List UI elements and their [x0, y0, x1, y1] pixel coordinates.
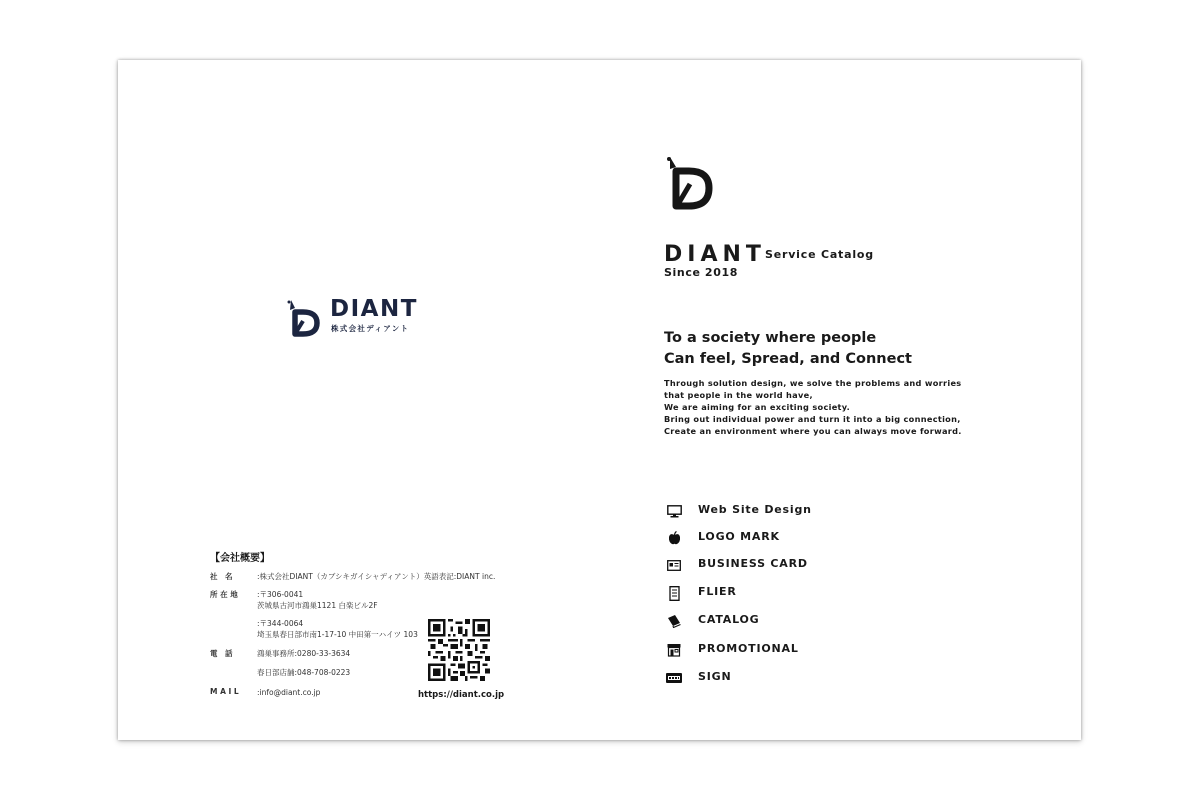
since-year-label: Since 2018: [664, 266, 738, 279]
info-value: [257, 667, 350, 678]
service-item-flier: [666, 584, 737, 602]
service-item-sign: [666, 669, 732, 687]
front-brand-title: DIANT: [664, 242, 766, 267]
apple-icon: [666, 530, 682, 546]
service-label: Web Site Design: [698, 503, 812, 516]
qr-code: [428, 619, 490, 681]
company-info-row: [210, 618, 418, 639]
service-label: PROMOTIONAL: [698, 642, 799, 655]
company-info-row: [210, 687, 321, 697]
info-label: 所 在 地: [210, 590, 238, 599]
info-label: 電 話: [210, 649, 233, 658]
catalog-spread: [118, 60, 1081, 740]
service-catalog-label: Service Catalog: [765, 248, 874, 261]
info-label: M A I L: [210, 687, 239, 696]
info-line: :〒306-0041: [257, 590, 304, 599]
back-logo-kana: 株式会社ディアント: [331, 324, 410, 333]
mission-text-line: We are aiming for an exciting society.: [664, 402, 851, 412]
info-line: :〒344-0064: [257, 619, 304, 628]
service-label: BUSINESS CARD: [698, 557, 808, 570]
info-line: 茨城県古河市鴻巣1121 白楽ビル2F: [257, 601, 378, 610]
service-label: FLIER: [698, 585, 737, 598]
service-item-web-site-design: [666, 502, 812, 520]
info-line: :株式会社DIANT（カブシキガイシャディアント）英語表記:DIANT inc.: [257, 572, 496, 581]
mission-text-line: Create an environment where you can always move forward.: [664, 426, 962, 436]
qr-code-icon: [428, 619, 490, 681]
service-label: SIGN: [698, 670, 732, 683]
info-value: [257, 589, 378, 611]
service-label: LOGO MARK: [698, 530, 780, 543]
mission-text-line: Through solution design, we solve the problems and worries: [664, 378, 962, 388]
storefront-icon: [666, 642, 682, 658]
company-info-row: [210, 648, 351, 659]
service-item-catalog: [666, 612, 760, 630]
service-label: CATALOG: [698, 613, 760, 626]
tagline-line: To a society where people: [664, 330, 877, 346]
info-label: 社 名: [210, 572, 233, 581]
service-item-business-card: [666, 556, 808, 574]
info-value: [257, 571, 495, 582]
company-info-row: [210, 667, 351, 677]
info-line: 埼玉県春日部市南1-17-10 中田第一ハイツ 103: [257, 630, 418, 639]
info-value: [257, 648, 350, 659]
back-logo-wordmark: DIANT: [330, 296, 418, 322]
diant-logo-mark-icon: [665, 155, 723, 213]
qr-url-label: https://diant.co.jp: [418, 690, 505, 700]
monitor-icon: [666, 503, 682, 519]
book-icon: [666, 613, 682, 629]
company-overview-heading: 【会社概要】: [210, 553, 270, 564]
info-line: :info@diant.co.jp: [257, 688, 321, 697]
back-cover-logo: [286, 298, 426, 338]
service-item-promotional: [666, 641, 799, 659]
mission-text-line: that people in the world have,: [664, 390, 813, 400]
company-info-row: [210, 589, 378, 610]
info-value: [257, 618, 418, 640]
info-line: 鴻巣事務所:0280-33-3634: [257, 649, 351, 658]
shop-sign-icon: [666, 670, 682, 686]
document-icon: [666, 585, 682, 601]
service-item-logo-mark: [666, 529, 780, 547]
info-line: 春日部店舗:048-708-0223: [257, 668, 351, 677]
id-card-icon: [666, 557, 682, 573]
front-cover-logo: [665, 155, 723, 217]
diant-logo-mark-icon: [286, 298, 324, 338]
info-value: [257, 687, 320, 698]
mission-text-line: Bring out individual power and turn it into a big connection,: [664, 414, 961, 424]
company-info-row: [210, 571, 496, 582]
tagline-line: Can feel, Spread, and Connect: [664, 351, 912, 367]
